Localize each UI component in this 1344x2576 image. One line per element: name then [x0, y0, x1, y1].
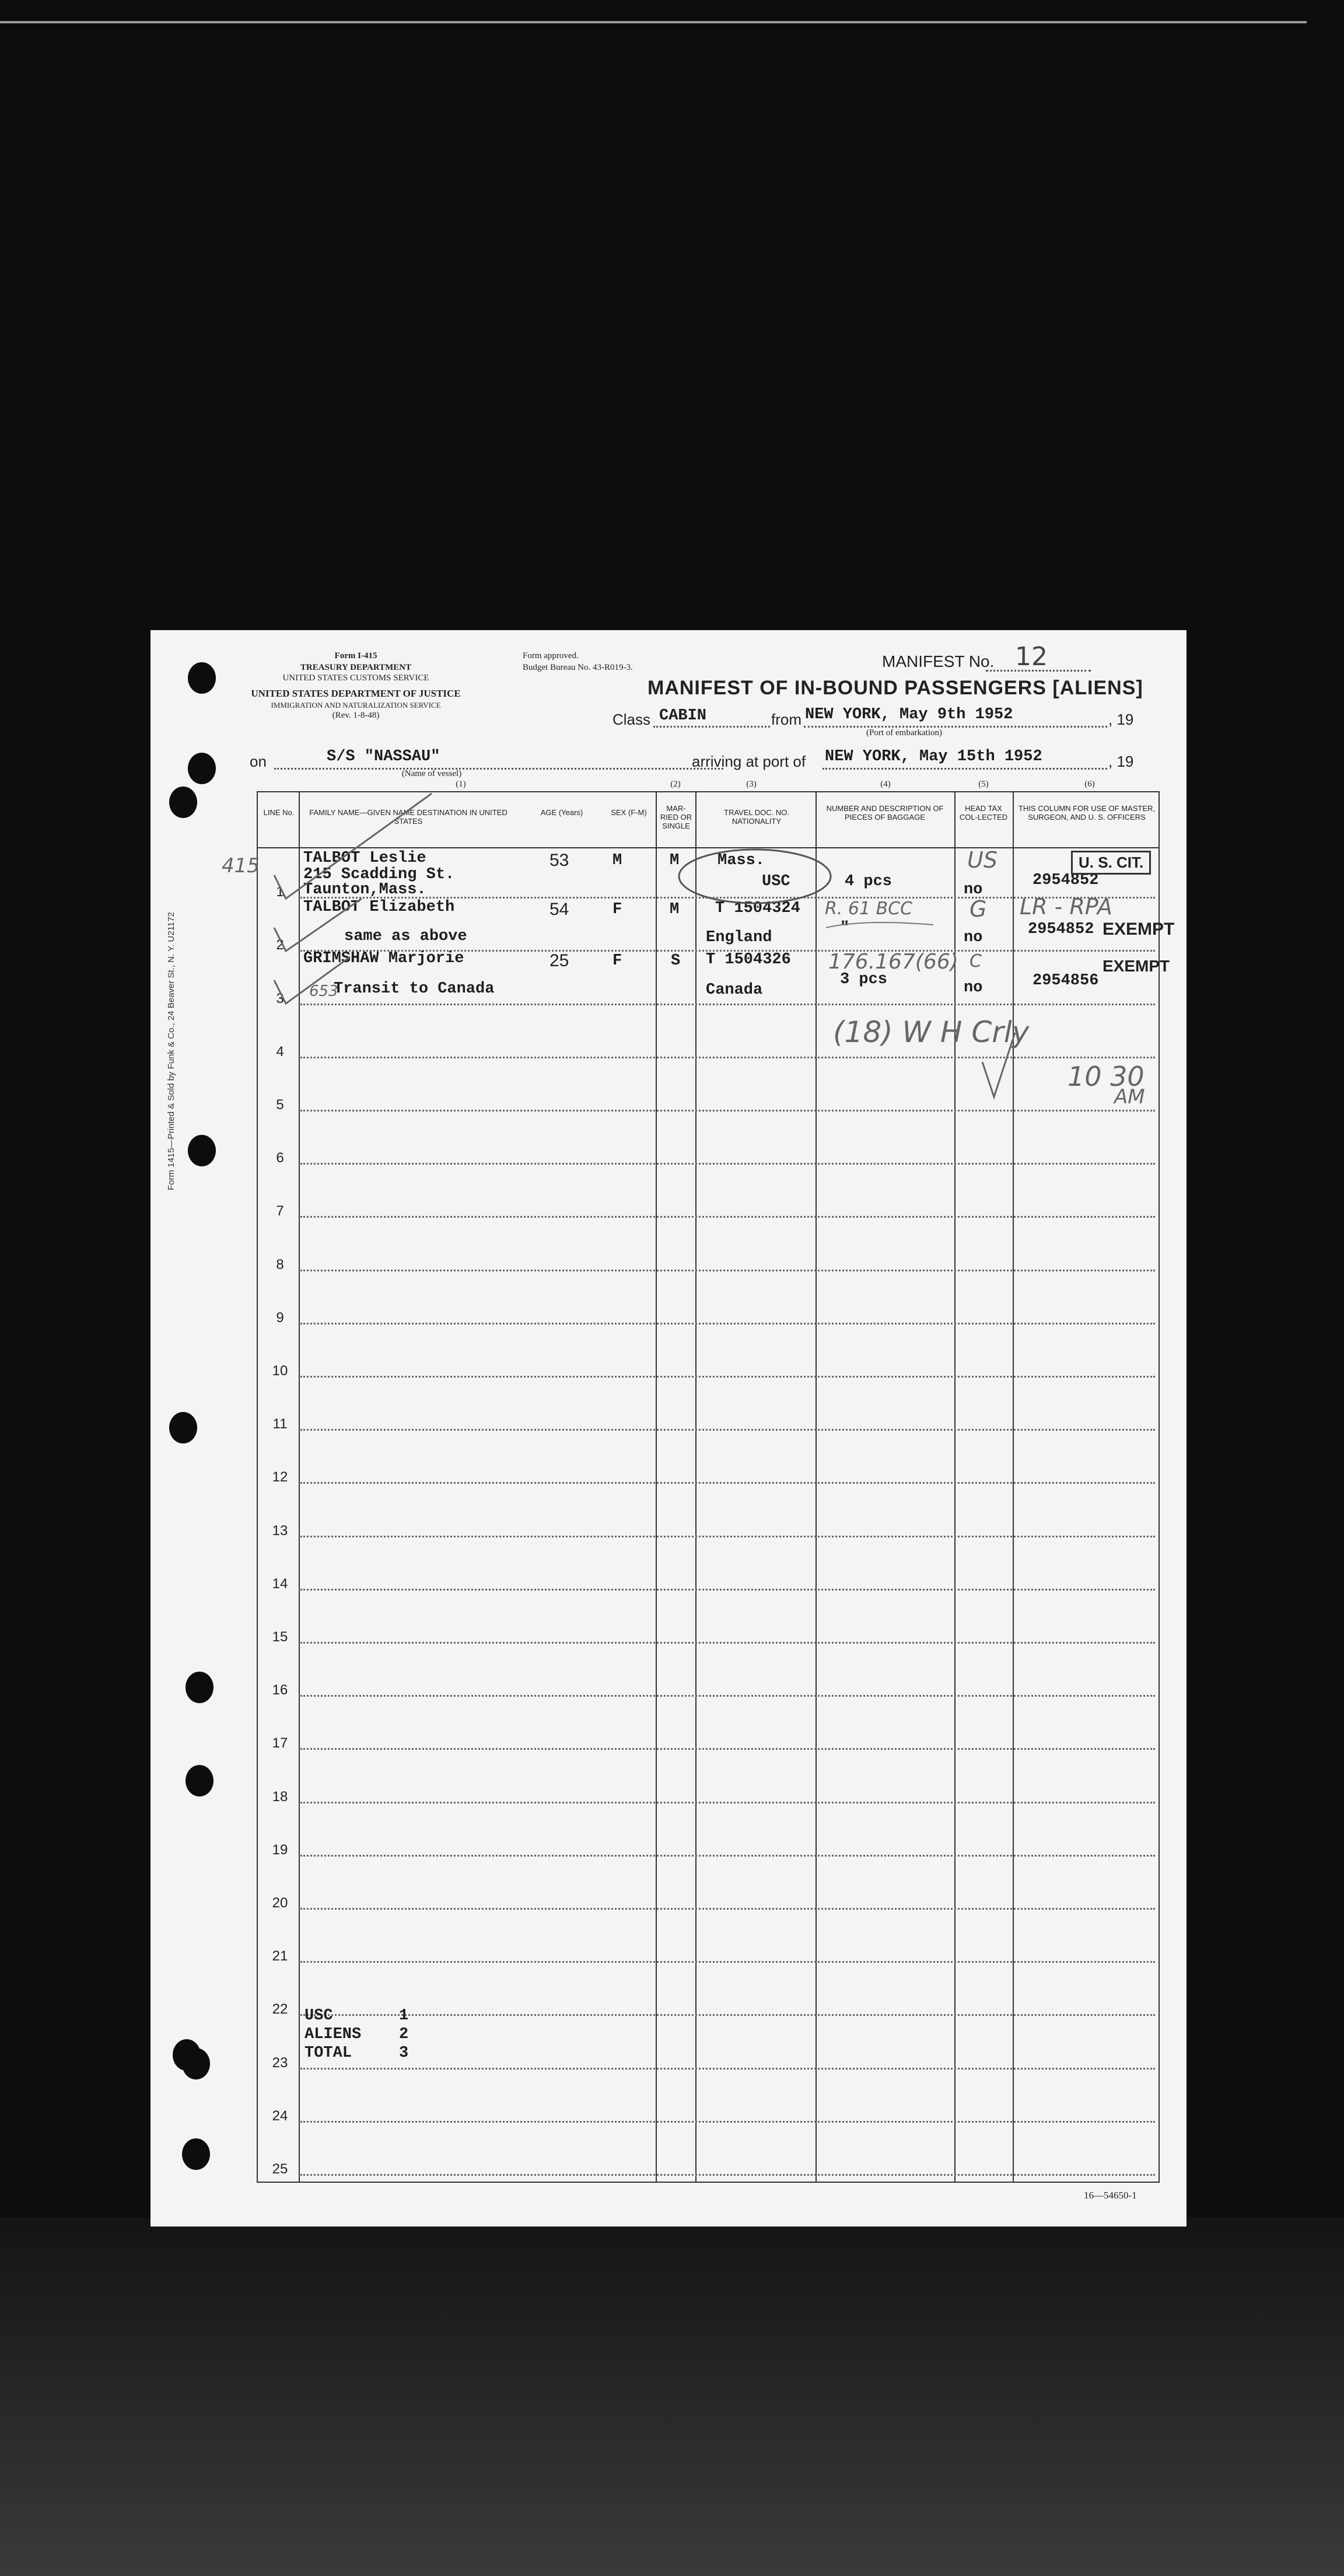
manifest-label: MANIFEST No.	[882, 652, 995, 670]
year-suffix: , 19	[1108, 753, 1134, 770]
passenger-sex: F	[612, 952, 622, 970]
passenger-age: 54	[550, 900, 569, 919]
line-number: 1	[276, 884, 284, 900]
line-number: 7	[276, 1203, 284, 1219]
from-label: from	[771, 711, 802, 728]
header-officers: THIS COLUMN FOR USE OF MASTER, SURGEON, AND U. S. OFFICERS	[1018, 804, 1155, 822]
line-number: 25	[272, 2161, 288, 2177]
passenger-doc: T 1504324	[715, 900, 800, 917]
column-index: (2)	[670, 780, 681, 789]
passenger-address: Taunton,Mass.	[303, 881, 426, 899]
summary-total-value: 3	[399, 2044, 409, 2062]
line-number: 18	[272, 1788, 288, 1805]
form-approved: Form approved.	[523, 651, 579, 660]
line-number: 14	[272, 1575, 288, 1592]
year-suffix: , 19	[1108, 711, 1134, 728]
line-number: 10	[272, 1363, 288, 1379]
line-number: 22	[272, 2001, 288, 2018]
on-label: on	[250, 753, 267, 770]
printer-imprint: Form 1415—Printed & Sold by Funk & Co., 24 Beaver St., N. Y. U21172	[166, 912, 176, 1190]
line-number: 19	[272, 1841, 288, 1858]
line-number: 15	[272, 1629, 288, 1645]
header-line-no: LINE No.	[263, 808, 295, 817]
header-head-tax: HEAD TAX COL-LECTED	[959, 804, 1008, 822]
line-number: 6	[276, 1150, 284, 1166]
class-value: CABIN	[659, 707, 707, 725]
line-number: 23	[272, 2054, 288, 2071]
summary-aliens-value: 2	[399, 2026, 409, 2043]
revision: (Rev. 1-8-48)	[332, 711, 380, 720]
summary-aliens-label: ALIENS	[304, 2026, 362, 2043]
vessel-caption: (Name of vessel)	[401, 769, 462, 778]
passenger-marital: M	[670, 901, 680, 918]
summary-usc-label: USC	[304, 2007, 333, 2025]
header-sex: SEX (F-M)	[611, 808, 647, 817]
justice-department: UNITED STATES DEPARTMENT OF JUSTICE	[251, 688, 461, 699]
form-number: Form I-415	[334, 651, 377, 660]
handwritten-am: AM	[1114, 1085, 1145, 1109]
passenger-name: TALBOT Elizabeth	[303, 899, 455, 916]
header-age: AGE (Years)	[540, 808, 583, 817]
ink-underline	[826, 922, 933, 928]
us-citizen-stamp: U. S. CIT.	[1071, 851, 1151, 875]
passenger-address: same as above	[344, 928, 467, 945]
manifest-title: MANIFEST OF IN-BOUND PASSENGERS [ALIENS]	[648, 677, 1143, 699]
passenger-age: 53	[550, 851, 569, 870]
passenger-baggage: 3 pcs	[840, 971, 888, 988]
line-number: 24	[272, 2107, 288, 2124]
passenger-baggage: "	[840, 920, 850, 937]
line-number: 20	[272, 1895, 288, 1911]
customs-service: UNITED STATES CUSTOMS SERVICE	[282, 673, 429, 683]
passenger-baggage: 4 pcs	[845, 873, 892, 890]
handwritten-signature: (18) W H Crly	[833, 1015, 1030, 1049]
line-number: 8	[276, 1256, 284, 1273]
vessel-name: S/S "NASSAU"	[327, 748, 440, 766]
manifest-number: 12	[1015, 642, 1048, 672]
column-index: (4)	[880, 780, 891, 789]
line-number: 5	[276, 1097, 284, 1113]
check-mark	[274, 794, 432, 899]
passenger-name: TALBOT Leslie	[303, 850, 426, 867]
column-index: (5)	[978, 780, 989, 789]
check-mark	[274, 899, 362, 951]
passenger-head-tax: no	[964, 929, 983, 946]
department: TREASURY DEPARTMENT	[300, 663, 412, 672]
header-married: MAR-RIED OR SINGLE	[660, 804, 692, 830]
passenger-doc: Mass.	[718, 852, 765, 869]
line-number: 2	[276, 937, 284, 953]
passenger-nationality: Canada	[706, 981, 763, 999]
handwritten-lr-rpa: LR - RPA	[1020, 894, 1112, 920]
passenger-officer-number: 2954852	[1028, 921, 1094, 938]
passenger-name: GRIMSHAW Marjorie	[303, 950, 464, 967]
passenger-address: 215 Scadding St.	[303, 866, 455, 883]
column-index: (6)	[1084, 780, 1095, 789]
handwritten-bcc: R. 61 BCC	[825, 899, 913, 919]
passenger-address: Transit to Canada	[334, 980, 495, 998]
from-value: NEW YORK, May 9th 1952	[805, 706, 1013, 723]
ink-circle	[679, 850, 831, 903]
handwritten-time: 10 30	[1068, 1061, 1144, 1092]
handwritten-margin-number: 415	[222, 854, 260, 878]
passenger-age: 25	[550, 951, 569, 970]
arrival-port-value: NEW YORK, May 15th 1952	[825, 748, 1042, 766]
exempt-stamp: EXEMPT	[1102, 920, 1175, 939]
passenger-marital: M	[670, 852, 680, 869]
line-number: 3	[276, 990, 284, 1006]
handwritten-g: G	[970, 896, 987, 922]
handwritten-number: 176.167(66)	[828, 950, 958, 974]
passenger-head-tax: no	[964, 881, 983, 899]
passenger-doc: T 1504326	[706, 951, 791, 969]
header-baggage: NUMBER AND DESCRIPTION OF PIECES OF BAGGAGE	[826, 804, 944, 822]
port-embark-caption: (Port of embarkation)	[866, 728, 942, 738]
passenger-nationality: USC	[762, 873, 790, 890]
class-label: Class	[612, 711, 651, 728]
line-number: 21	[272, 1948, 288, 1965]
handwritten-us: US	[967, 847, 998, 873]
column-index: (3)	[746, 780, 757, 789]
passenger-officer-number: 2954856	[1032, 972, 1099, 990]
passenger-sex: M	[612, 852, 622, 869]
check-mark	[982, 1033, 1015, 1097]
passenger-nationality: England	[706, 929, 772, 946]
header-family-name: FAMILY NAME—GIVEN NAME DESTINATION IN UNITED STATES	[309, 808, 508, 826]
ins-service: IMMIGRATION AND NATURALIZATION SERVICE	[271, 701, 441, 709]
exempt-stamp: EXEMPT	[1102, 957, 1170, 975]
summary-usc-value: 1	[399, 2007, 409, 2025]
line-number: 12	[272, 1469, 288, 1486]
line-number: 16	[272, 1682, 288, 1698]
line-number: 17	[272, 1735, 288, 1752]
passenger-sex: F	[612, 901, 622, 918]
passenger-head-tax: no	[964, 979, 983, 997]
header-travel-doc: TRAVEL DOC. NO. NATIONALITY	[724, 808, 789, 826]
arriving-label: arriving at port of	[692, 753, 806, 770]
handwritten-margin-number: 653	[309, 983, 338, 1000]
footer-code: 16—54650-1	[1084, 2190, 1137, 2201]
line-number: 9	[276, 1309, 284, 1326]
line-number: 13	[272, 1522, 288, 1539]
budget-bureau: Budget Bureau No. 43-R019-3.	[523, 663, 633, 672]
summary-total-label: TOTAL	[304, 2044, 352, 2062]
line-number: 11	[272, 1416, 288, 1432]
line-number: 4	[276, 1043, 284, 1060]
passenger-officer-number: 2954852	[1032, 872, 1099, 889]
check-mark	[274, 957, 350, 1004]
handwritten-c: C	[970, 951, 982, 971]
passenger-marital: S	[671, 952, 681, 970]
column-index: (1)	[456, 780, 466, 789]
